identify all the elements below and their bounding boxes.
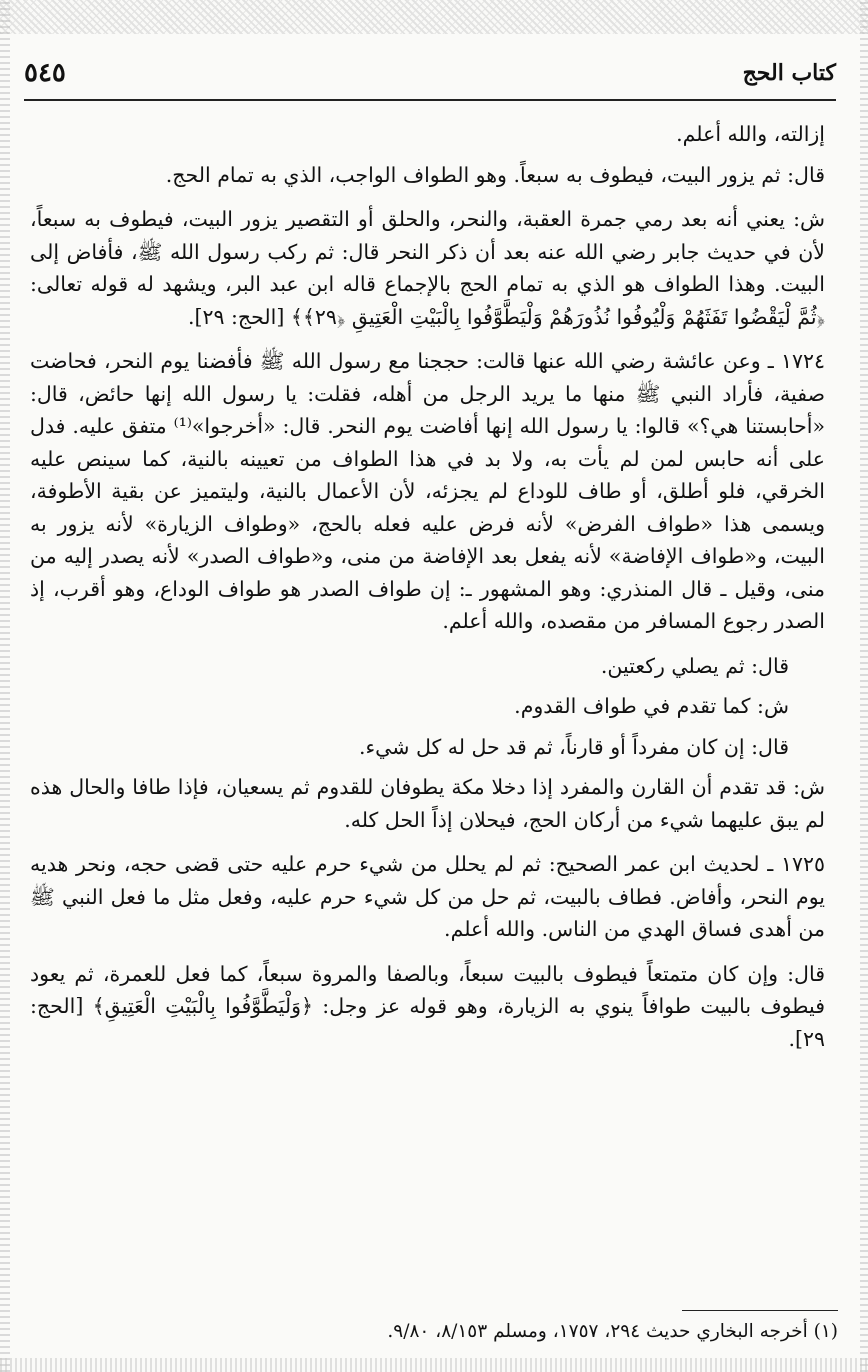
paragraph: قال: وإن كان متمتعاً فيطوف بالبيت سبعاً، وبالصفا والمروة سبعاً، كما فعل للعمرة، ثم يعود فيطوف بالبيت طوافاً ينوي به الزيارة، وهو قوله عز وجل: ﴿وَلْيَطَّوَّفُوا بِالْبَيْتِ الْعَتِيقِ﴾ [الحج: ٢٩]. [30,961,825,1051]
footnote-rule [682,1310,838,1311]
running-title: كتاب الحج [742,60,836,86]
header-rule [24,99,836,101]
paragraph: ش: يعني أنه بعد رمي جمرة العقبة، والنحر، والحلق أو التقصير يزور البيت، فيطوف به سبعاً، لأن في حديث جابر رضي الله عنه بعد أن ذكر النحر قال: ثم ركب رسول الله ﷺ، فأفاض إلى البيت. وهذا الطواف هو الذي به تمام الحج بالإجماع قاله ابن عبد البر، ويشهد له قوله تعالى: ﴿ثُمَّ لْيَقْضُوا تَفَثَهُمْ وَلْيُوفُوا نُذُورَهُمْ وَلْيَطَّوَّفُوا بِالْبَيْتِ الْعَتِيقِ ﴿٢٩﴾﴾ [الحج: ٢٩]. [30,207,826,329]
decorative-border-right [860,0,868,1372]
paragraph: ش: قد تقدم أن القارن والمفرد إذا دخلا مكة يطوفان للقدوم ثم يسعيان، فإذا طافا والحال هذه لم يبق عليهما شيء من أركان الحج، فيحلان إذاً الحل كله. [30,775,825,832]
footnote: (١) أخرجه البخاري حديث ٢٩٤، ١٧٥٧، ومسلم ٨/١٥٣، ٩/٨٠. [387,1321,838,1342]
decorative-border-top [0,0,868,34]
paragraph: ش: كما تقدم في طواف القدوم. [514,694,789,718]
paragraph: ١٧٢٤ ـ وعن عائشة رضي الله عنها قالت: حججنا مع رسول الله ﷺ فأفضنا يوم النحر، فحاضت صفية، فأراد النبي ﷺ منها ما يريد الرجل من أهله، فقلت: يا رسول الله إنها حائض، قال: «أحابستنا هي؟» قالوا: يا رسول الله إنها أفاضت يوم النحر. قال: «أخرجوا»⁽¹⁾ متفق عليه. فدل على أنه حابس لمن لم يأت به، ولا بد في هذا الطواف من تعيينه بالنية، كما سينص عليه الخرقي، فلو أطلق، أو طاف للوداع لم يجزئه، لأن الأعمال بالنية، وليتميز عن بقية الأطوفة، ويسمى هذا «طواف الفرض» لأنه فرض عليه فعله بالحج، «وطواف الزيارة» لأنه يزور به البيت، و«طواف الإفاضة» لأنه يفعل بعد الإفاضة من منى، و«طواف الصدر» لأنه يصدر إليه من منى، وقيل ـ قال المنذري: وهو المشهور ـ: إن طواف الصدر هو طواف الوداع، وهو أقرب، إذ الصدر رجوع المسافر من مقصده، والله أعلم. [30,349,825,633]
decorative-border-left [0,0,10,1372]
paragraph: قال: إن كان مفرداً أو قارناً، ثم قد حل له كل شيء. [359,734,789,759]
paragraph: إزالته، والله أعلم. [676,122,825,146]
decorative-border-bottom [0,1358,868,1372]
paragraph: ١٧٢٥ ـ لحديث ابن عمر الصحيح: ثم لم يحلل من شيء حرم عليه حتى قضى حجه، ونحر هديه يوم النحر، وأفاض. فطاف بالبيت، ثم حل من كل شيء حرم عليه، وفعل مثل ما فعل النبي ﷺ من أهدى فساق الهدي من الناس. والله أعلم. [30,852,825,941]
page-number: ٥٤٥ [24,58,66,88]
body-text [30,118,825,1067]
paragraph: قال: ثم يصلي ركعتين. [600,653,789,678]
page-header [24,58,836,98]
paragraph: قال: ثم يزور البيت، فيطوف به سبعاً. وهو الطواف الواجب، الذي به تمام الحج. [165,162,825,187]
